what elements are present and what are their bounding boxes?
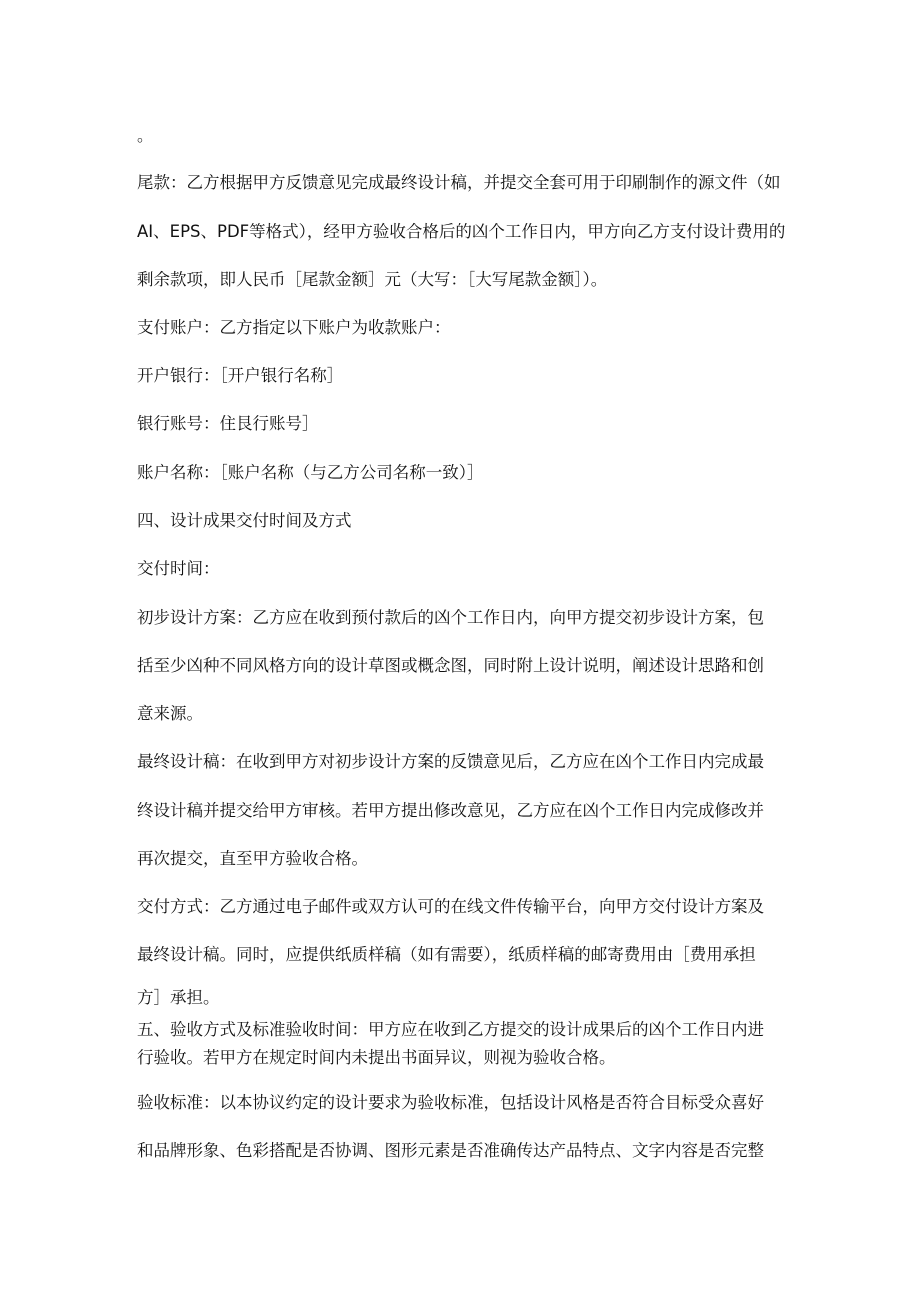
text-line: 剩余款项，即人民币［尾款金额］元（大写：［大写尾款金额］）。 — [137, 270, 608, 289]
section-heading: 五、验收方式及标准验收时间：甲方应在收到乙方提交的设计成果后的凶个工作日内进 — [137, 1020, 764, 1039]
text-line: 行验收。若甲方在规定时间内未提出书面异议，则视为验收合格。 — [137, 1048, 616, 1067]
text-line: 括至少凶种不同风格方向的设计草图或概念图，同时附上设计说明，阐述设计思路和创 — [137, 656, 764, 675]
text-line: 支付账户：乙方指定以下账户为收款账户： — [137, 318, 451, 337]
text-line: 交付时间： — [137, 559, 220, 578]
text-line: 最终设计稿：在收到甲方对初步设计方案的反馈意见后，乙方应在凶个工作日内完成最 — [137, 752, 764, 771]
text-line: 和品牌形象、色彩搭配是否协调、图形元素是否准确传达产品特点、文字内容是否完整 — [137, 1141, 764, 1160]
text-line-fragment: 。 — [137, 126, 154, 145]
text-line: 最终设计稿。同时，应提供纸质样稿（如有需要），纸质样稿的邮寄费用由［费用承担 — [137, 945, 756, 964]
text-line: 验收标准：以本协议约定的设计要求为验收标准，包括设计风格是否符合目标受众喜好 — [137, 1093, 764, 1112]
text-line: 尾款：乙方根据甲方反馈意见完成最终设计稿，并提交全套可用于印刷制作的源文件（如 — [137, 173, 781, 192]
text-line: 银行账号：住艮行账号］ — [137, 414, 319, 433]
text-line: 意来源。 — [137, 704, 203, 723]
text-line: 方］承担。 — [137, 988, 220, 1007]
text-line: 初步设计方案：乙方应在收到预付款后的凶个工作日内，向甲方提交初步设计方案，包 — [137, 608, 764, 627]
text-line: 账户名称：［账户名称（与乙方公司名称一致）］ — [137, 463, 484, 482]
text-line: 终设计稿并提交给甲方审核。若甲方提出修改意见，乙方应在凶个工作日内完成修改并 — [137, 801, 764, 820]
text-line: 再次提交，直至甲方验收合格。 — [137, 849, 368, 868]
text-line: 交付方式：乙方通过电子邮件或双方认可的在线文件传输平台，向甲方交付设计方案及 — [137, 897, 764, 916]
section-heading: 四、设计成果交付时间及方式 — [137, 511, 352, 530]
text-line: 开户银行：［开户银行名称］ — [137, 366, 344, 385]
text-line: AI、EPS、PDF等格式），经甲方验收合格后的凶个工作日内，甲方向乙方支付设计费用的 — [137, 222, 786, 241]
